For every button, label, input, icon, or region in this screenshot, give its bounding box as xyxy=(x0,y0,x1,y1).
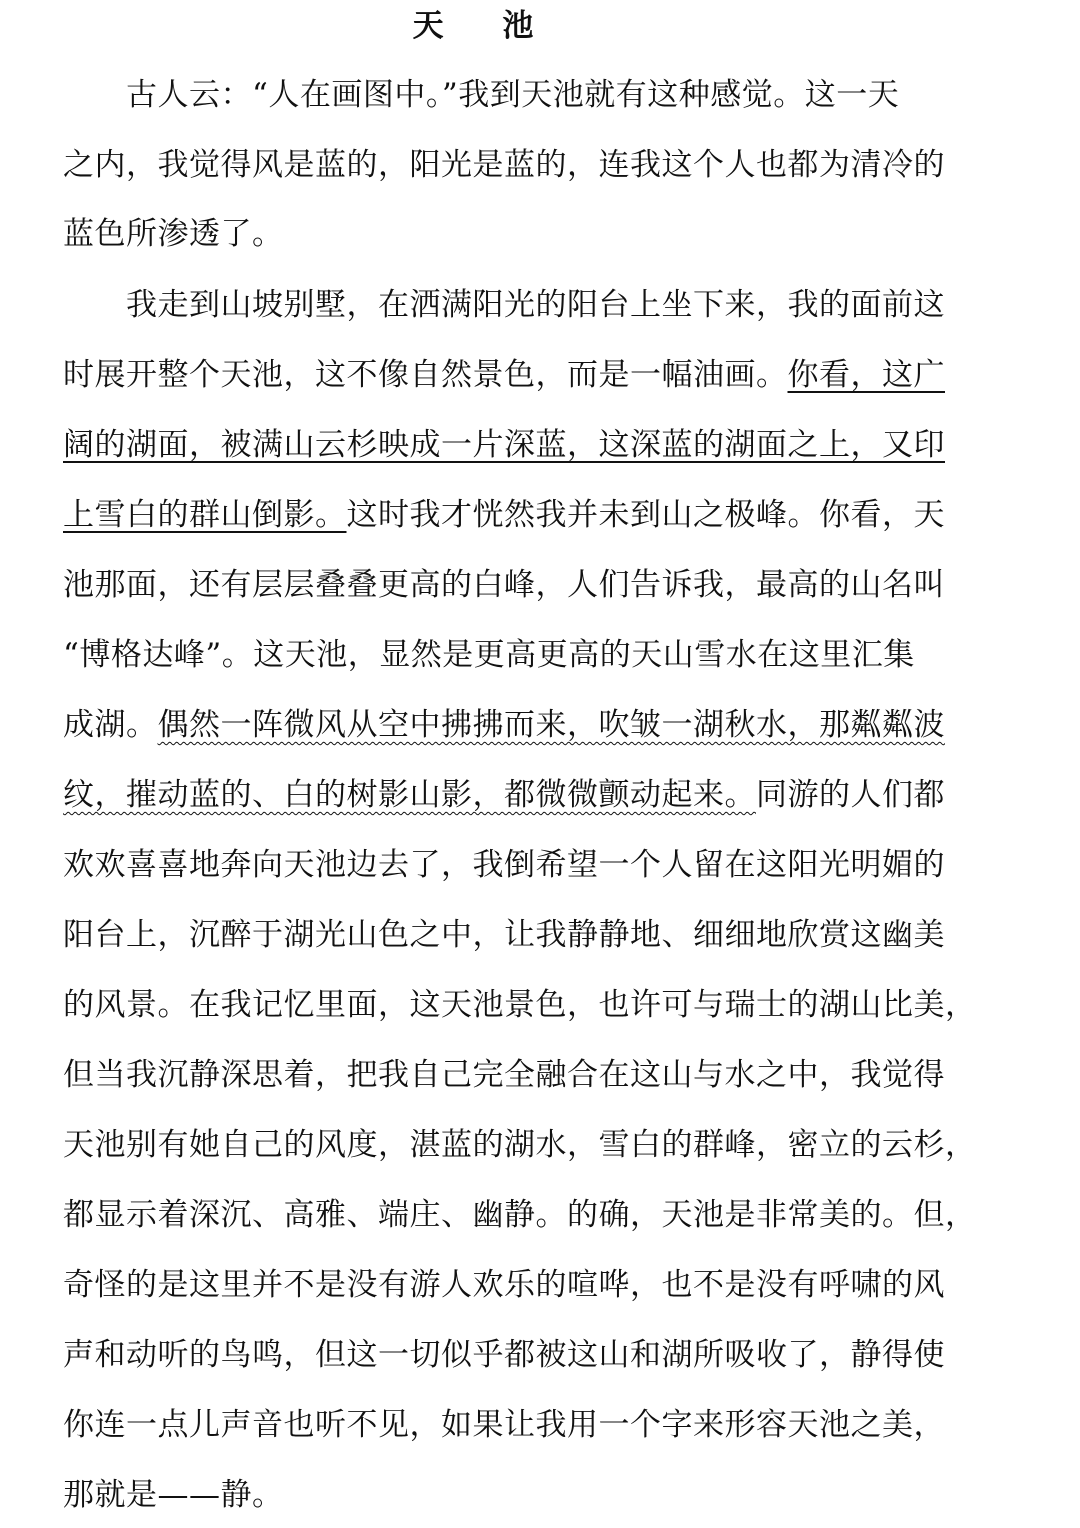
text-line xyxy=(63,633,915,677)
text-line xyxy=(126,283,945,327)
text-line xyxy=(63,563,945,607)
text-line xyxy=(63,703,945,747)
text-line xyxy=(63,1473,284,1517)
text-line xyxy=(63,143,945,187)
text-segment: 你连一点儿声音也听不见，如果让我用一个字来形容天池之美， xyxy=(63,1407,945,1443)
text-line xyxy=(63,1053,945,1097)
text-segment: 这时我才恍然我并未到山之极峰。你看，天 xyxy=(346,497,945,533)
text-segment: 奇怪的是这里并不是没有游人欢乐的喧哗，也不是没有呼啸的风 xyxy=(63,1267,945,1303)
text-segment: 但当我沉静深思着，把我自己完全融合在这山与水之中，我觉得 xyxy=(63,1057,945,1093)
wavy-underlined-text: 偶然一阵微风从空中拂拂而来，吹皱一湖秋水，那粼粼波 xyxy=(157,707,945,743)
text-segment: 阳台上，沉醉于湖光山色之中，让我静静地、细细地欣赏这幽美 xyxy=(63,917,945,953)
text-segment: 我走到山坡别墅，在洒满阳光的阳台上坐下来，我的面前这 xyxy=(126,287,945,323)
text-segment: 同游的人们都 xyxy=(756,777,945,813)
underlined-text: 你看，这广 xyxy=(787,357,945,393)
text-line xyxy=(63,1193,977,1237)
text-line xyxy=(63,353,945,397)
document-title: 天 池 xyxy=(412,8,558,44)
text-line xyxy=(63,212,284,256)
text-line xyxy=(63,1263,945,1307)
underlined-text: 阔的湖面，被满山云杉映成一片深蓝，这深蓝的湖面之上，又印 xyxy=(63,427,945,463)
text-segment: 时展开整个天池，这不像自然景色，而是一幅油画。 xyxy=(63,357,788,393)
text-segment: 古人云：“人在画图中。”我到天池就有这种感觉。这一天 xyxy=(126,77,900,113)
text-segment: 声和动听的鸟鸣，但这一切似乎都被这山和湖所吸收了，静得使 xyxy=(63,1337,945,1373)
text-segment: 那就是——静。 xyxy=(63,1477,284,1513)
text-line xyxy=(63,423,945,467)
text-segment: 之内，我觉得风是蓝的，阳光是蓝的，连我这个人也都为清冷的 xyxy=(63,147,945,183)
text-line xyxy=(63,983,977,1027)
wavy-underlined-text: 纹，摧动蓝的、白的树影山影，都微微颤动起来。 xyxy=(63,777,756,813)
text-segment: “博格达峰”。这天池，显然是更高更高的天山雪水在这里汇集 xyxy=(63,637,915,673)
text-segment: 池那面，还有层层叠叠更高的白峰，人们告诉我，最高的山名叫 xyxy=(63,567,945,603)
text-line xyxy=(63,1403,945,1447)
text-segment: 天池别有她自己的风度，湛蓝的湖水，雪白的群峰，密立的云杉， xyxy=(63,1127,977,1163)
text-line xyxy=(63,913,945,957)
underlined-text: 上雪白的群山倒影。 xyxy=(63,497,347,533)
text-segment: 欢欢喜喜地奔向天池边去了，我倒希望一个人留在这阳光明媚的 xyxy=(63,847,945,883)
text-line xyxy=(63,1333,945,1377)
text-segment: 都显示着深沉、高雅、端庄、幽静。的确，天池是非常美的。但， xyxy=(63,1197,977,1233)
text-segment: 蓝色所渗透了。 xyxy=(63,216,284,252)
text-segment: 的风景。在我记忆里面，这天池景色，也许可与瑞士的湖山比美， xyxy=(63,987,977,1023)
text-line xyxy=(63,843,945,887)
text-line xyxy=(63,493,945,537)
text-line xyxy=(126,73,899,117)
text-line xyxy=(63,1123,977,1167)
text-line xyxy=(63,773,945,817)
text-segment: 成湖。 xyxy=(63,707,158,743)
